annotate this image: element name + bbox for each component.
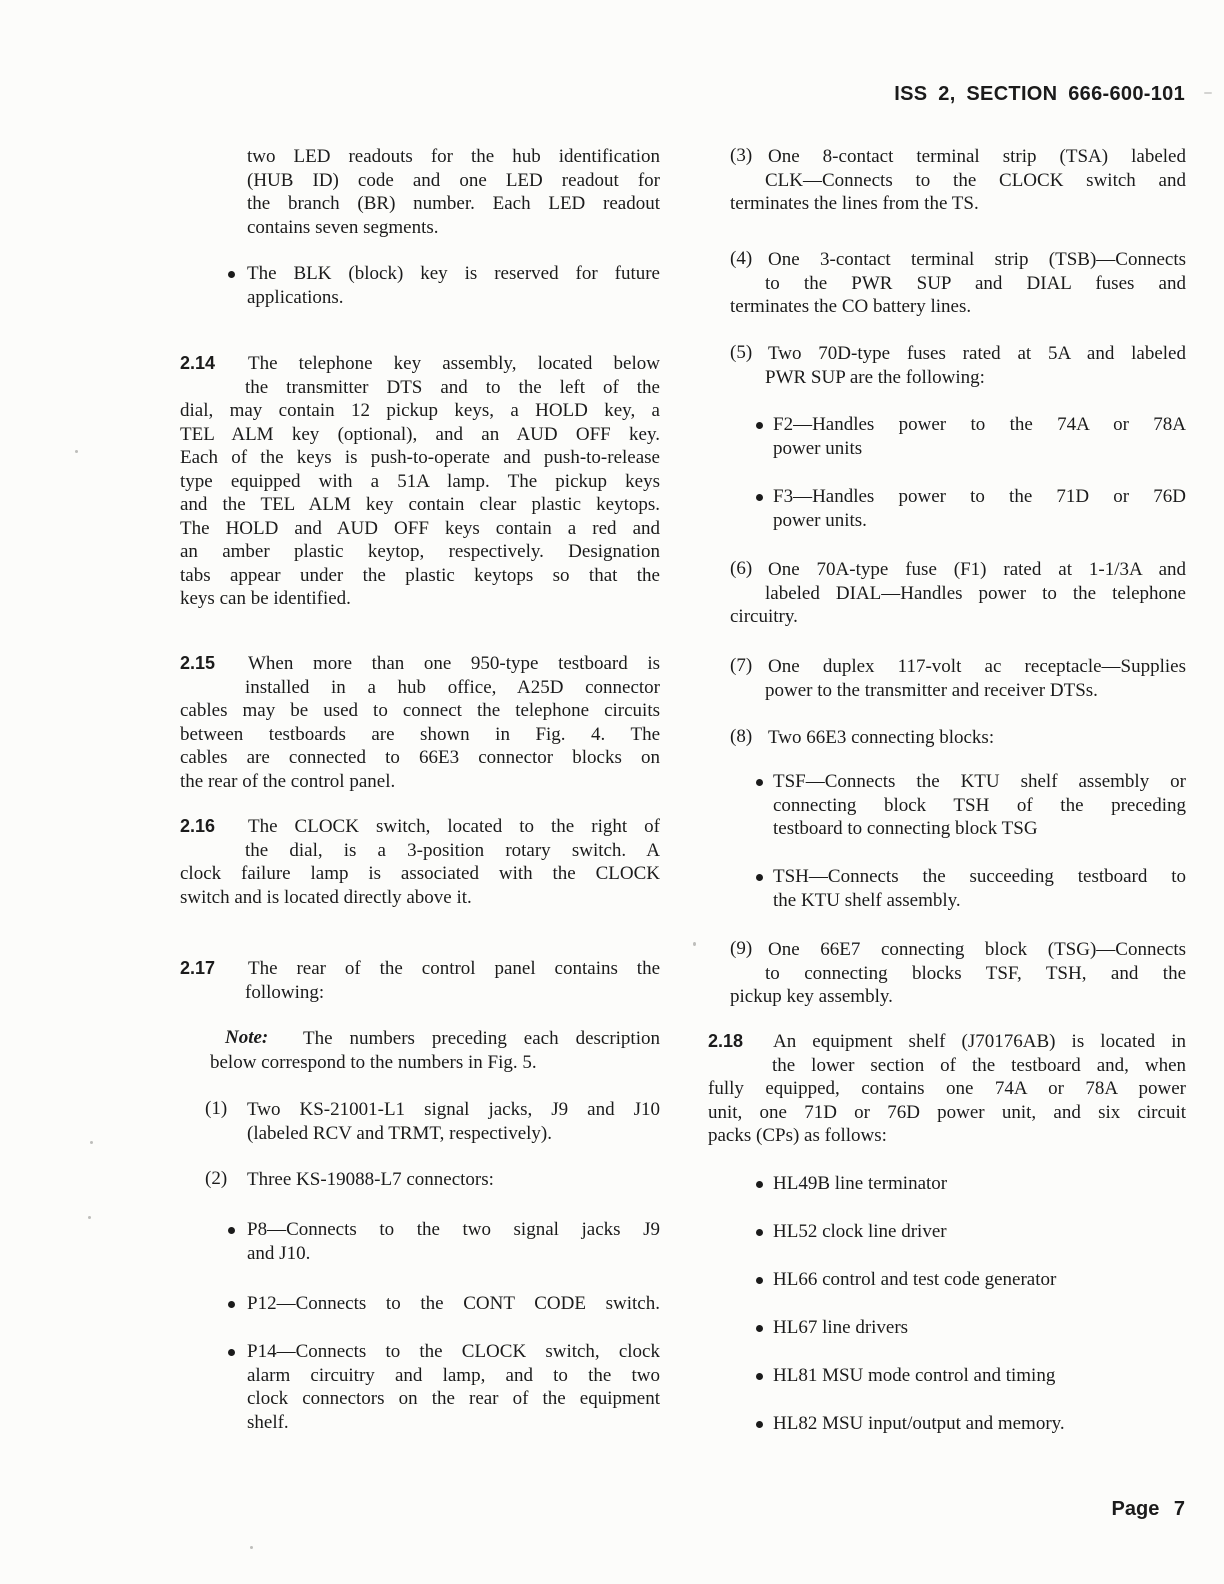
text-line: shelf. (247, 1411, 289, 1433)
text-line: One 70A-type fuse (F1) rated at 1-1/3A and (768, 559, 1186, 580)
text-line: power to the transmitter and receiver DTSs. (765, 679, 1098, 701)
paragraph-number: 2.15 (180, 653, 216, 673)
text-line: HL52 clock line driver (773, 1221, 947, 1242)
page-header: ISS 2, SECTION 666-600-101 (894, 83, 1185, 105)
note (180, 1027, 660, 1074)
text-line: F3—Handles power to the 71D or 76D (773, 486, 1186, 507)
item-number: (4) (730, 248, 753, 269)
text-line: cables are connected to 66E3 connector blocks on (180, 747, 660, 768)
text-line: pickup key assembly. (730, 986, 893, 1007)
text-line: unit, one 71D or 76D power unit, and six circuit (708, 1101, 1186, 1123)
bullet-item (708, 1172, 1186, 1196)
item-number: (2) (205, 1168, 228, 1189)
text-line: terminates the lines from the TS. (730, 193, 979, 214)
text-line: tabs appear under the plastic keytops so that the (180, 564, 660, 586)
list-item-5 (708, 342, 1186, 389)
text-line: (HUB ID) code and one LED readout for (247, 169, 660, 191)
item-number: (3) (730, 145, 753, 166)
item-number: (1) (205, 1098, 228, 1119)
text-line: When more than one 950-type testboard is (248, 653, 660, 674)
bullet-icon (756, 1421, 763, 1428)
text-line: to connecting blocks TSF, TSH, and the (765, 962, 1186, 984)
bullet-item (708, 1412, 1186, 1436)
paragraph-number: 2.18 (708, 1031, 744, 1051)
text-line: following: (245, 981, 325, 1003)
text-line: HL66 control and test code generator (773, 1269, 1057, 1290)
text-line: CLK—Connects to the CLOCK switch and (765, 169, 1186, 191)
text-line: two LED readouts for the hub identification (247, 146, 660, 167)
text-line: connecting block TSH of the preceding (773, 794, 1186, 816)
text-line: PWR SUP are the following: (765, 366, 985, 388)
text-line: clock connectors on the rear of the equipment (247, 1388, 660, 1409)
bullet-item (180, 1292, 660, 1316)
section-2.16 (180, 815, 660, 909)
list-item-3 (708, 145, 1186, 216)
text-line: fully equipped, contains one 74A or 78A power (708, 1078, 1186, 1099)
text-line: labeled DIAL—Handles power to the telephone (765, 582, 1186, 604)
text-line: switch and is located directly above it. (180, 886, 472, 908)
bullet-item (708, 770, 1186, 841)
text-line: below correspond to the numbers in Fig. 5. (210, 1051, 537, 1073)
bullet-icon (228, 1301, 235, 1308)
note-label: Note: (225, 1027, 269, 1048)
list-item-2 (180, 1168, 660, 1192)
text-line: Each of the keys is push-to-operate and push-to-release (180, 447, 660, 468)
text-line: terminates the CO battery lines. (730, 296, 972, 317)
text-line: The HOLD and AUD OFF keys contain a red and (180, 517, 660, 539)
text-line: the KTU shelf assembly. (773, 889, 961, 911)
text-line: the rear of the control panel. (180, 770, 396, 792)
list-item-9 (708, 938, 1186, 1009)
text-line: One 8-contact terminal strip (TSA) labeled (768, 146, 1186, 167)
text-line: (labeled RCV and TRMT, respectively). (247, 1122, 552, 1144)
text-line: and the TEL ALM key contain clear plastic keytops. (180, 494, 660, 515)
bullet-icon (756, 422, 763, 429)
bullet-item (708, 865, 1186, 912)
text-line: between testboards are shown in Fig. 4. The (180, 723, 660, 745)
text-line: applications. (247, 286, 344, 308)
paragraph-number: 2.17 (180, 958, 216, 978)
text-line: Two 66E3 connecting blocks: (768, 727, 995, 748)
text-line: installed in a hub office, A25D connector (245, 676, 660, 698)
text-line: The telephone key assembly, located below (248, 353, 660, 374)
text-line: HL81 MSU mode control and timing (773, 1365, 1056, 1386)
bullet-item (708, 485, 1186, 532)
text-line: power units. (773, 509, 867, 531)
text-line: testboard to connecting block TSG (773, 818, 1038, 839)
text-line: TSF—Connects the KTU shelf assembly or (773, 771, 1186, 792)
item-number: (6) (730, 558, 753, 579)
text-line: TEL ALM key (optional), and an AUD OFF key. (180, 423, 660, 445)
text-line: One duplex 117-volt ac receptacle—Supplies (768, 656, 1186, 677)
text-line: HL67 line drivers (773, 1317, 909, 1338)
text-line: The BLK (block) key is reserved for future (247, 263, 660, 284)
page-number: Page 7 (1111, 1498, 1185, 1520)
section-2.17 (180, 957, 660, 1004)
list-item-6 (708, 558, 1186, 629)
section-2.14 (180, 352, 660, 611)
paragraph-number: 2.16 (180, 816, 216, 836)
bullet-item (180, 1218, 660, 1265)
bullet-icon (228, 1349, 235, 1356)
text-line: TSH—Connects the succeeding testboard to (773, 866, 1186, 887)
column-right (708, 0, 1186, 1584)
bullet-icon (228, 271, 235, 278)
bullet-icon (756, 779, 763, 786)
text-line: The CLOCK switch, located to the right of (248, 816, 660, 837)
item-number: (9) (730, 938, 753, 959)
scan-speck (75, 450, 78, 453)
text-line: cables may be used to connect the telephone circuits (180, 700, 660, 721)
scan-speck (90, 1141, 93, 1144)
text-line: the branch (BR) number. Each LED readout (247, 193, 660, 214)
text-line: One 66E7 connecting block (TSG)—Connects (768, 939, 1186, 960)
text-line: power units (773, 437, 863, 459)
bullet-icon (756, 1181, 763, 1188)
text-line: P12—Connects to the CONT CODE switch. (247, 1293, 660, 1314)
text-line: alarm circuitry and lamp, and to the two (247, 1364, 660, 1386)
scan-speck (1204, 92, 1212, 94)
list-item-4 (708, 248, 1186, 319)
bullet-item (180, 1340, 660, 1434)
text-line: Three KS-19088-L7 connectors: (247, 1169, 494, 1190)
bullet-icon (756, 494, 763, 501)
text-line: type equipped with a 51A lamp. The pickup keys (180, 470, 660, 492)
item-number: (5) (730, 342, 753, 363)
text-line: the lower section of the testboard and, when (772, 1054, 1186, 1076)
text-line: Two KS-21001-L1 signal jacks, J9 and J10 (247, 1099, 660, 1120)
text-line: to the PWR SUP and DIAL fuses and (765, 272, 1186, 294)
list-item-8 (708, 726, 1186, 750)
text-line: P8—Connects to the two signal jacks J9 (247, 1219, 660, 1240)
text-line: keys can be identified. (180, 588, 351, 609)
item-number: (7) (730, 655, 753, 676)
section-2.15 (180, 652, 660, 793)
text-line: The numbers preceding each description (303, 1028, 660, 1049)
bullet-item (708, 1364, 1186, 1388)
list-item-1 (180, 1098, 660, 1145)
item-number: (8) (730, 726, 753, 747)
text-line: packs (CPs) as follows: (708, 1125, 887, 1146)
bullet-icon (756, 1229, 763, 1236)
text-line: HL49B line terminator (773, 1173, 948, 1194)
text-line: clock failure lamp is associated with the CLOCK (180, 863, 660, 884)
column-left (180, 0, 660, 1584)
bullet-icon (756, 874, 763, 881)
scan-speck (693, 942, 696, 946)
scan-speck (88, 1216, 91, 1219)
list-item-7 (708, 655, 1186, 702)
text-line: P14—Connects to the CLOCK switch, clock (247, 1341, 660, 1362)
text-line: Two 70D-type fuses rated at 5A and labeled (768, 343, 1186, 364)
paragraph-number: 2.14 (180, 353, 216, 373)
text-line: One 3-contact terminal strip (TSB)—Connects (768, 249, 1186, 270)
text-line: HL82 MSU input/output and memory. (773, 1413, 1065, 1434)
bullet-icon (756, 1325, 763, 1332)
text-line: circuitry. (730, 606, 798, 627)
bullet-icon (756, 1277, 763, 1284)
text-line: an amber plastic keytop, respectively. Designation (180, 541, 660, 562)
bullet-item (180, 262, 660, 309)
bullet-item (708, 1316, 1186, 1340)
text-line: and J10. (247, 1242, 311, 1264)
text-line: contains seven segments. (247, 216, 439, 238)
text-line: F2—Handles power to the 74A or 78A (773, 414, 1186, 435)
bullet-item (708, 413, 1186, 460)
text-line: The rear of the control panel contains the (248, 958, 660, 979)
paragraph (180, 145, 660, 239)
bullet-item (708, 1220, 1186, 1244)
bullet-icon (756, 1373, 763, 1380)
bullet-icon (228, 1227, 235, 1234)
text-line: the transmitter DTS and to the left of the (245, 376, 660, 398)
text-line: the dial, is a 3-position rotary switch. A (245, 839, 660, 861)
text-line: An equipment shelf (J70176AB) is located in (773, 1031, 1186, 1052)
text-line: dial, may contain 12 pickup keys, a HOLD key, a (180, 400, 660, 421)
section-2.18 (708, 1030, 1186, 1148)
bullet-item (708, 1268, 1186, 1292)
